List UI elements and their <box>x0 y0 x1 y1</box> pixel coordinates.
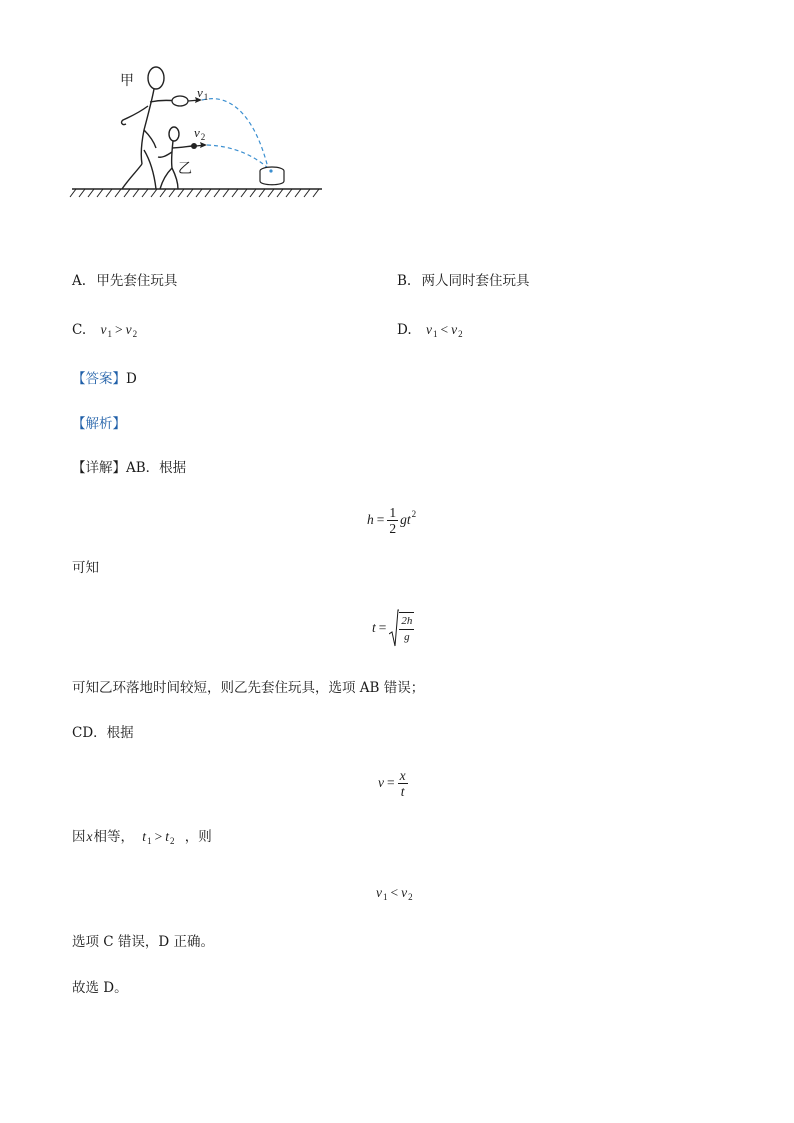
option-b-letter: B. <box>397 273 412 289</box>
text-cd: CD．根据 <box>72 725 134 741</box>
v1-label: $v_1$ <box>197 85 209 102</box>
sqrt-sign <box>389 608 399 648</box>
trajectory-a <box>202 99 268 168</box>
text-kezhi: 可知 <box>72 560 99 576</box>
fraction-2h-g: $\frac{2h}{g}$ <box>401 614 413 643</box>
detail-tag: 【详解】 <box>72 460 126 476</box>
option-c-expression: $v_1 > v_2$ <box>100 322 138 339</box>
analysis-tag: 【解析】 <box>72 416 126 432</box>
final-choice: 故选 D。 <box>72 980 128 996</box>
fraction-half: $\frac{1}{2}$ <box>389 504 397 536</box>
option-d[interactable] <box>397 321 463 340</box>
trajectory-b <box>207 145 268 168</box>
detail-text: AB．根据 <box>126 460 187 476</box>
option-c[interactable] <box>72 321 137 340</box>
v2-label: $v_2$ <box>194 125 206 142</box>
option-b-text: 两人同时套住玩具 <box>421 273 530 289</box>
answer-line <box>72 370 137 388</box>
answer-tag: 【答案】 <box>72 371 126 387</box>
option-b[interactable] <box>397 272 530 290</box>
formula-v1-lt-v2: $v_1 < v_2$ <box>376 885 413 902</box>
toy-target <box>260 167 284 185</box>
fraction-x-t: $\frac{x}{t}$ <box>399 767 406 799</box>
formula-h: h = $\frac{1}{2}$ g t 2 <box>367 504 417 536</box>
conclusion-ab: 可知乙环落地时间较短，则乙先套住玩具，选项 AB 错误； <box>72 680 425 696</box>
option-a-letter: A. <box>72 273 87 289</box>
option-c-letter: C. <box>72 322 87 338</box>
person-b-figure <box>158 127 192 189</box>
because-line: 因x相等， $t_1 > t_2$ ，则 <box>72 829 212 846</box>
detail-line <box>72 459 186 477</box>
option-d-expression: $v_1 < v_2$ <box>425 322 463 339</box>
person-a-label: 甲 <box>120 73 134 89</box>
option-a-text: 甲先套住玩具 <box>96 273 178 289</box>
formula-v: v = $\frac{x}{t}$ <box>378 767 406 799</box>
formula-t: t = $\frac{2h}{g}$ <box>372 606 414 650</box>
option-d-letter: D. <box>397 322 412 338</box>
ground-hatch <box>70 189 319 197</box>
ring-a <box>172 96 188 106</box>
answer-value: D <box>126 371 137 387</box>
conclusion-cd: 选项 C 错误，D 正确。 <box>72 934 215 950</box>
option-a[interactable] <box>72 272 177 290</box>
person-b-label: 乙 <box>178 161 192 177</box>
